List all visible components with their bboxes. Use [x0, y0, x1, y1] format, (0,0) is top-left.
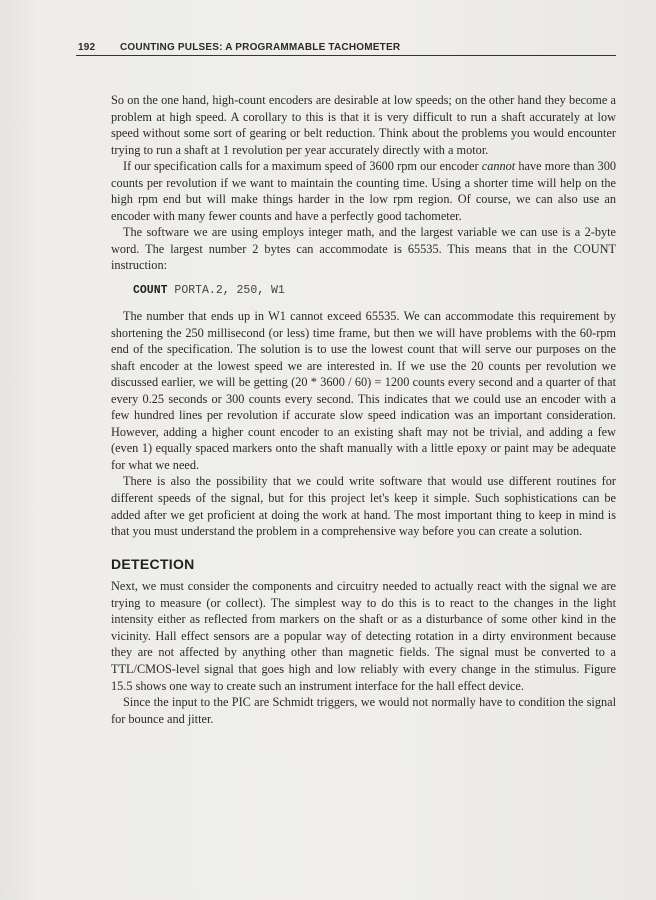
paragraph: Since the input to the PIC are Schmidt triggers, we would not normally have to condition the signal for bounce and jitter.	[111, 695, 616, 726]
paragraph: There is also the possibility that we could write software that would use different routines for different speeds of the signal, but for this project let's keep it simple. Such sophistications can be added after we get proficient at doing the work at hand. The most important thing to keep in mind is that you must understand the problem in a comprehensive way before you can create a solution.	[111, 474, 616, 539]
paragraph: The software we are using employs integer math, and the largest variable we can use is a 2-byte word. The largest number 2 bytes can accommodate is 65535. This means that in the COUNT instruction:	[111, 225, 616, 273]
running-header	[76, 41, 616, 56]
code-keyword: COUNT	[133, 284, 168, 298]
paragraph: Next, we must consider the components and circuitry needed to actually react with the signal we are trying to measure (or collect). The simplest way to do this is to react to the changes in the light intensity either as reflected from markers on the shaft or as a disturbance of some other kind in the vicinity. Hall effect sensors are a popular way of detecting rotation in a dirty environment because they are not affected by anything other than magnetic fields. The signal must be converted to a TTL/CMOS-level signal that goes high and low reliably with every change in the stimulus. Figure 15.5 shows one way to create such an instrument interface for the hall effect device.	[111, 579, 616, 693]
paragraph	[111, 158, 616, 224]
paragraph-text: If our specification calls for a maximum speed of 3600 rpm our encoder	[123, 159, 482, 174]
paragraph: So on the one hand, high-count encoders are desirable at low speeds; on the other hand they become a problem at high speed. A corollary to this is that it is very difficult to run a shaft accurately at low speed without some sort of gearing or belt reduction. Think about the problems you would encounter trying to run a shaft at 1 revolution per year accurately directly with a motor.	[111, 93, 616, 157]
paragraph-text: have more than 300 counts per revolution if we want to maintain the counting time. Using a shorter time will help on the high rpm end but will make things harder in the low rpm region. Of course, we can also use an encoder with many fewer counts and have a perfectly good tachometer.	[111, 159, 616, 223]
section-heading: DETECTION	[111, 555, 195, 572]
page-body	[111, 92, 616, 727]
emphasis-text: cannot	[481, 159, 516, 174]
paragraph: The number that ends up in W1 cannot exceed 65535. We can accommodate this requirement by shortening the 250 millisecond (or less) time frame, but then we will have problems with the 60-rpm end of the specification. The solution is to use the lowest count that will serve our purposes on the shaft encoder at the lowest speed we are interested in. If we use the 20 counts per revolution we discussed earlier, we will be getting (20 * 3600 / 60) = 1200 counts every second and a quarter of that every 0.25 seconds or 300 counts every second. This indicates that we could use an encoder with a few hundred lines per revolution if accurate slow speed indication was an important consideration. However, adding a higher count encoder to an existing shaft may not be trivial, and adding a few (even 1) equally spaced markers onto the shaft manually with a little epoxy or paint may be adequate for what we need.	[111, 309, 616, 472]
code-line	[133, 281, 616, 301]
page-number: 192	[78, 42, 96, 53]
running-title: COUNTING PULSES: A PROGRAMMABLE TACHOMETER	[120, 42, 401, 53]
code-args: PORTA.2, 250, W1	[167, 284, 285, 298]
